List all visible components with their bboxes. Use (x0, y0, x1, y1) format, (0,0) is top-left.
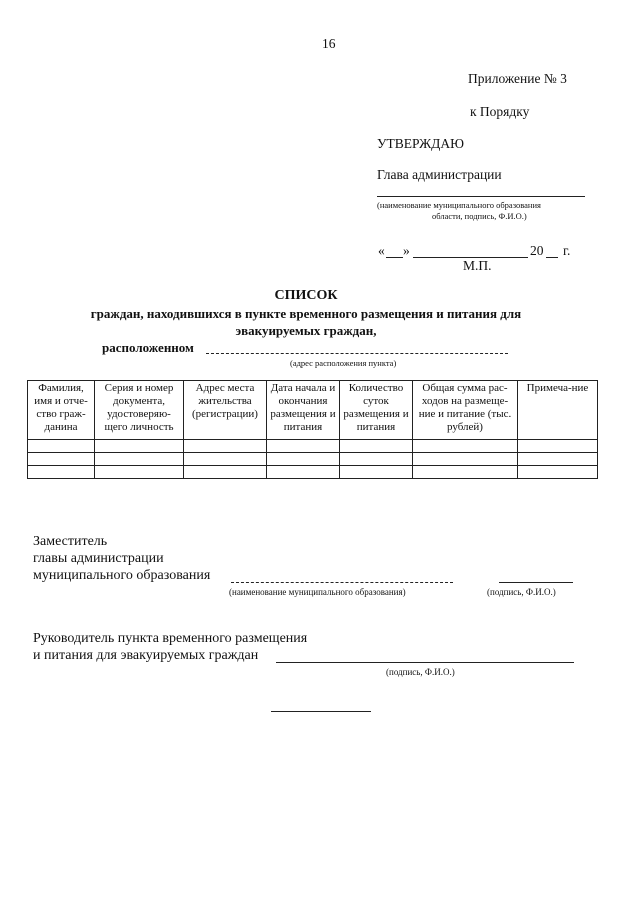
approve-caption-1: (наименование муниципального образования (377, 200, 541, 210)
document-title-text: СПИСОК (274, 288, 338, 303)
citizens-table (27, 380, 598, 479)
heading-line-2: эвакуируемых граждан, (235, 323, 377, 338)
deputy-caption-municipality: (наименование муниципального образования) (229, 587, 406, 597)
col-header-total: Общая сумма рас-ходов на размеще-ние и питание (тыс. рублей) (413, 381, 518, 440)
head-point-caption-signature: (подпись, Ф.И.О.) (386, 667, 455, 677)
appendix-reference: к Порядку (470, 104, 530, 119)
approve-role: Глава администрации (377, 167, 502, 182)
table-row (28, 453, 598, 466)
col-header-dates: Дата начала и окончания размещения и питания (267, 381, 340, 440)
approve-caption-2: области, подпись, Ф.И.О.) (432, 211, 527, 221)
deputy-municipality-line (231, 582, 453, 583)
page-number: 16 (322, 36, 336, 51)
table-row (28, 440, 598, 453)
stamp-place: М.П. (463, 258, 492, 273)
heading-located: расположенном (102, 340, 194, 355)
head-point-line-1: Руководитель пункта временного размещения (33, 631, 308, 646)
deputy-line-2: главы администрации (33, 551, 164, 566)
col-header-days: Количество суток размещения и питания (340, 381, 413, 440)
date-year-line (546, 257, 558, 258)
document-title (0, 288, 612, 304)
deputy-signature-line (499, 582, 573, 583)
heading-line-1: граждан, находившихся в пункте временного размещения и питания для (90, 306, 522, 321)
closing-separator (271, 711, 371, 712)
table-row (28, 466, 598, 479)
deputy-line-1: Заместитель (33, 534, 108, 549)
approve-title: УТВЕРЖДАЮ (377, 136, 465, 151)
table-header-row (28, 381, 598, 440)
deputy-caption-signature: (подпись, Ф.И.О.) (487, 587, 556, 597)
deputy-line-3: муниципального образования (33, 568, 211, 583)
date-close-quote: » (403, 243, 410, 258)
appendix-number: Приложение № 3 (468, 71, 567, 86)
approve-signature-line (377, 196, 585, 197)
date-year-prefix: 20 (530, 243, 544, 258)
head-point-signature-line (276, 662, 574, 663)
date-open-quote: « (378, 243, 385, 258)
address-caption: (адрес расположения пункта) (290, 358, 397, 368)
col-header-note: Примеча-ние (518, 381, 598, 440)
date-day-line (386, 257, 403, 258)
col-header-address: Адрес места жительства (регистрации) (184, 381, 267, 440)
date-year-suffix: г. (563, 243, 571, 258)
col-header-document: Серия и номер документа, удостоверяю-щего личность (95, 381, 184, 440)
head-point-line-2: и питания для эвакуируемых граждан (33, 648, 259, 663)
address-line (206, 353, 508, 354)
col-header-name: Фамилия, имя и отче-ство граж-данина (28, 381, 95, 440)
